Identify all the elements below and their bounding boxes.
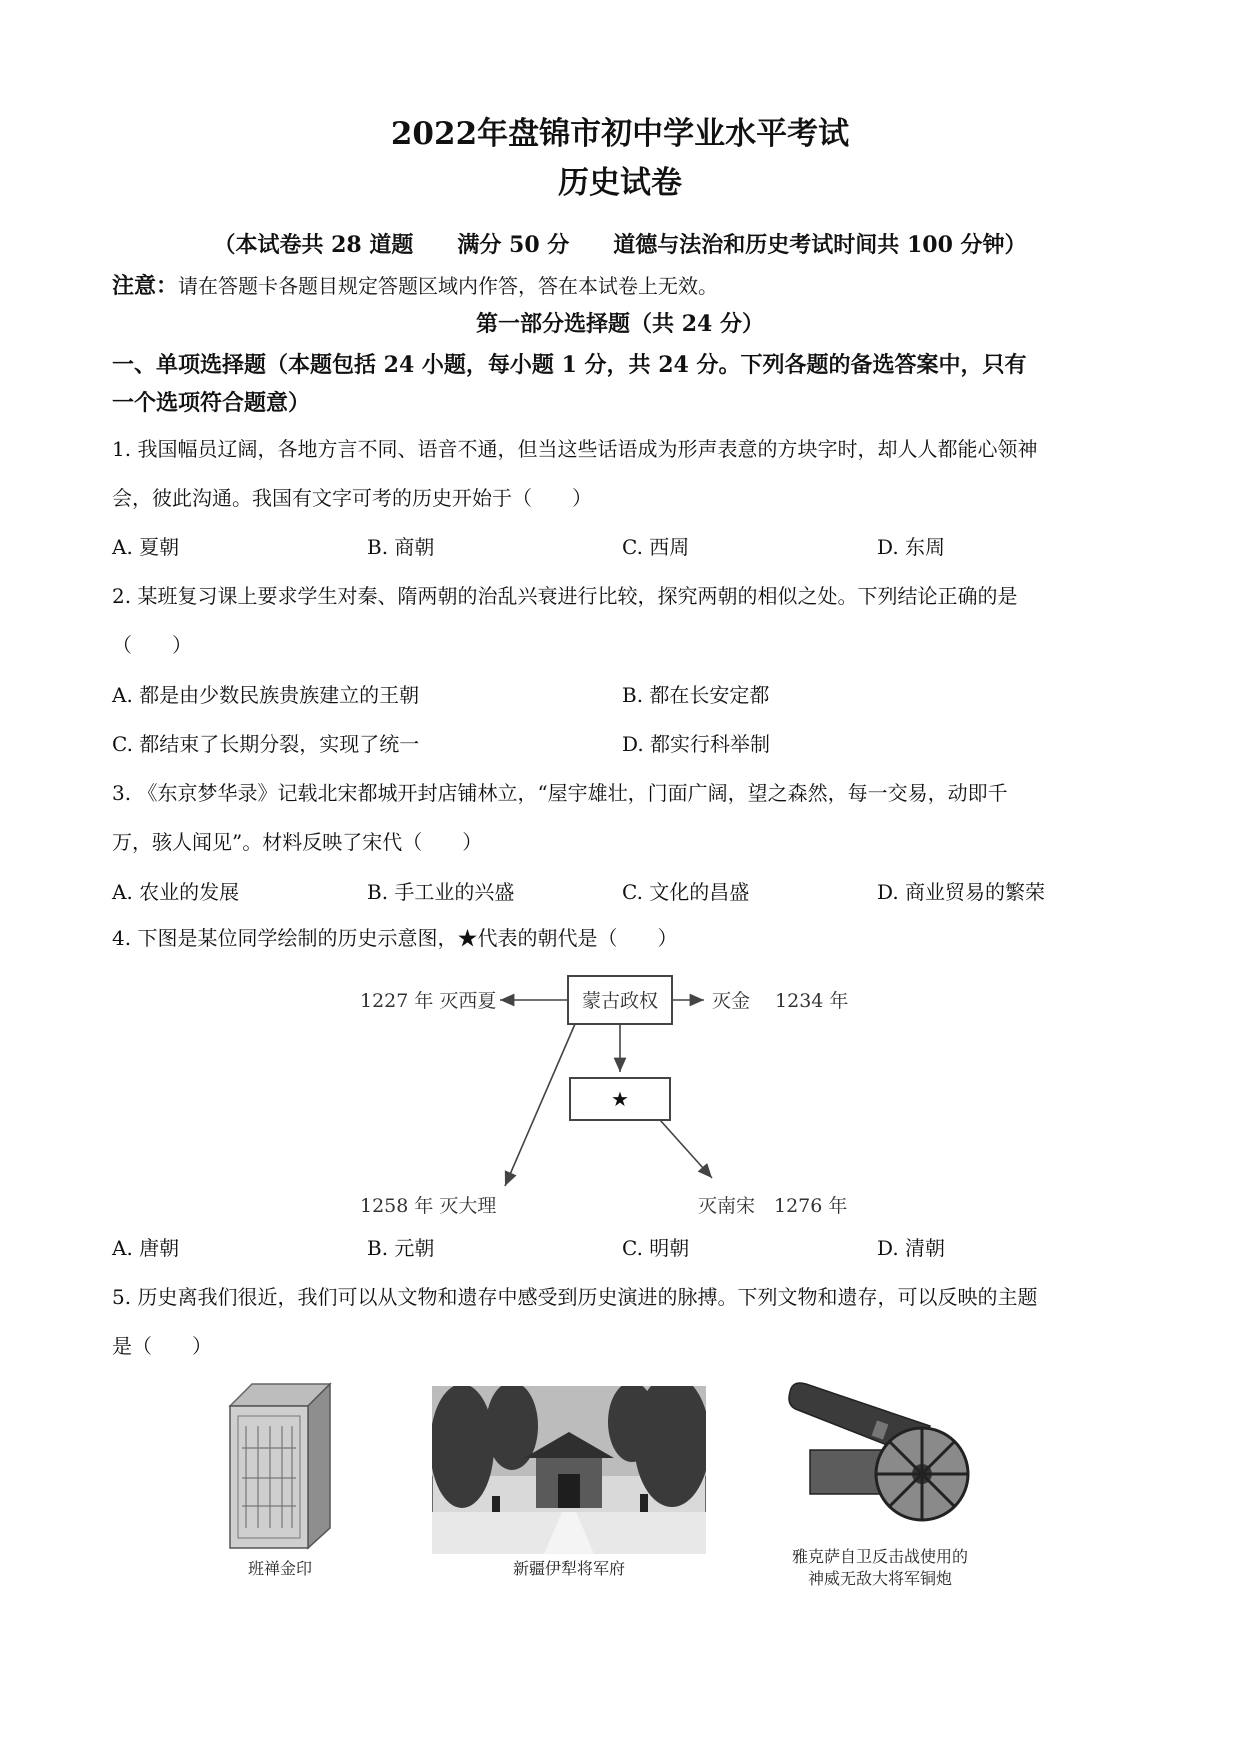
notice (112, 269, 718, 300)
q2-option-c: C. 都结束了长期分裂，实现了统一 (112, 732, 420, 756)
q4-option-c: C. 明朝 (622, 1236, 690, 1260)
label-dali: 1258 年 灭大理 (360, 1195, 497, 1217)
section-heading-line2: 一个选项符合题意） (112, 390, 311, 416)
q5-line2: 是（ ） (112, 1334, 212, 1358)
notice-text: 请在答题卡各题目规定答题区域内作答，答在本试卷上无效。 (178, 274, 719, 298)
q3-option-b: B. 手工业的兴盛 (367, 880, 515, 904)
panchen-golden-seal-image (222, 1378, 338, 1550)
section-heading-line1: 一、单项选择题（本题包括 24 小题，每小题 1 分，共 24 分。下列各题的备选答案中，只有 (112, 352, 1027, 378)
shenwei-cannon-image (780, 1370, 980, 1530)
q4-option-b: B. 元朝 (367, 1236, 435, 1260)
exam-info: （本试卷共 28 道题 满分 50 分 道德与法治和历史考试时间共 100 分钟） (213, 232, 1027, 258)
q2-option-d: D. 都实行科举制 (622, 732, 771, 756)
q4-option-a: A. 唐朝 (112, 1236, 180, 1260)
q2-option-a: A. 都是由少数民族贵族建立的王朝 (112, 683, 420, 707)
q1-option-c: C. 西周 (622, 535, 690, 559)
yili-generals-mansion-image (432, 1386, 706, 1554)
q1-option-b: B. 商朝 (367, 535, 435, 559)
q2-line2: （ ） (112, 633, 192, 657)
exam-title: 2022年盘锦市初中学业水平考试 (390, 116, 850, 152)
q4-line1: 4. 下图是某位同学绘制的历史示意图，★代表的朝代是（ ） (112, 926, 678, 950)
mongol-conquest-diagram (360, 960, 880, 1220)
label-xixia: 1227 年 灭西夏 (360, 990, 497, 1012)
q1-option-a: A. 夏朝 (112, 535, 180, 559)
q1-option-d: D. 东周 (877, 535, 946, 559)
q3-option-d: D. 商业贸易的繁荣 (877, 880, 1046, 904)
cannon-caption-line2: 神威无敌大将军铜炮 (807, 1569, 952, 1588)
cannon-caption-line1: 雅克萨自卫反击战使用的 (791, 1547, 968, 1566)
q2-option-b: B. 都在长安定都 (622, 683, 770, 707)
q2-line1: 2. 某班复习课上要求学生对秦、隋两朝的治乱兴衰进行比较，探究两朝的相似之处。下列结论正确的是 (112, 584, 1018, 608)
seal-caption: 班禅金印 (247, 1559, 312, 1578)
q3-line2: 万，骇人闻见”。材料反映了宋代（ ） (112, 830, 483, 854)
mansion-caption: 新疆伊犁将军府 (512, 1559, 625, 1578)
star-icon: ★ (611, 1087, 629, 1111)
label-jin: 灭金 1234 年 (712, 990, 849, 1012)
q3-option-a: A. 农业的发展 (112, 880, 240, 904)
arrow-to-dali (505, 1024, 575, 1186)
q1-line1: 1. 我国幅员辽阔，各地方言不同、语音不通，但当这些话语成为形声表意的方块字时，却人人都能心领神 (112, 437, 1038, 461)
notice-label: 注意： (112, 273, 179, 299)
q3-option-c: C. 文化的昌盛 (622, 880, 750, 904)
q3-line1: 3. 《东京梦华录》记载北宋都城开封店铺林立，“屋宇雄壮，门面广阔，望之森然，每一交易，动即千 (112, 781, 1008, 805)
q4-option-d: D. 清朝 (877, 1236, 946, 1260)
part-heading: 第一部分选择题（共 24 分） (476, 311, 764, 337)
label-southern-song: 灭南宋 1276 年 (698, 1195, 848, 1217)
q1-line2: 会，彼此沟通。我国有文字可考的历史开始于（ ） (112, 486, 592, 510)
arrow-to-southern-song (660, 1120, 712, 1178)
mongol-regime-label: 蒙古政权 (581, 990, 659, 1012)
subject-title: 历史试卷 (558, 165, 682, 201)
q5-line1: 5. 历史离我们很近，我们可以从文物和遗存中感受到历史演进的脉搏。下列文物和遗存，可以反映的主题 (112, 1285, 1038, 1309)
